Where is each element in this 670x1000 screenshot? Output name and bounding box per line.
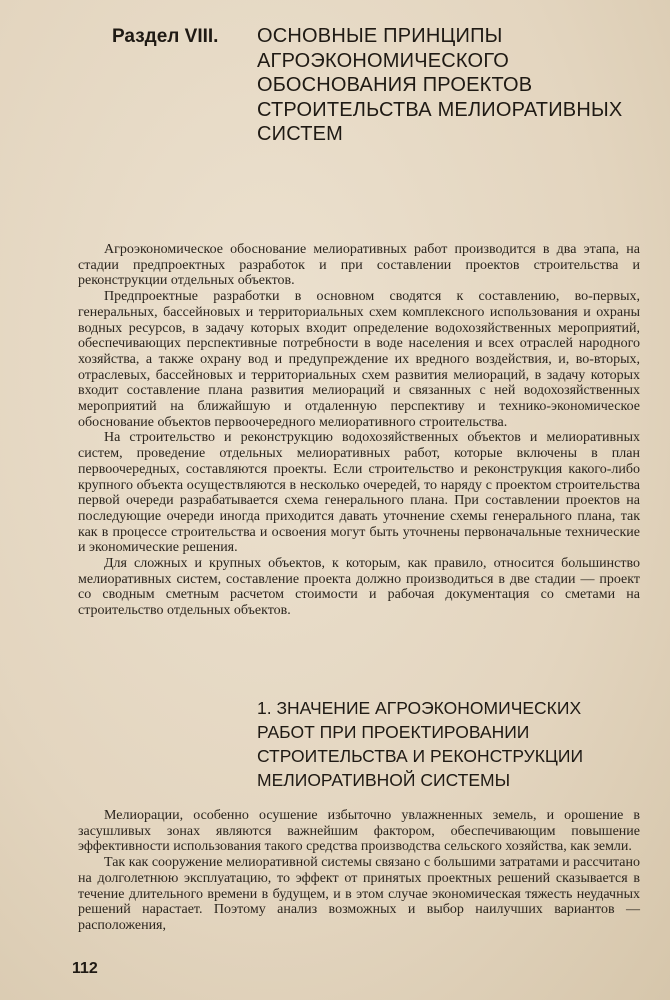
- subsection-title-line: 1. ЗНАЧЕНИЕ АГРОЭКОНОМИЧЕСКИХ: [257, 698, 582, 718]
- intro-text: [78, 242, 640, 619]
- section-title-line: ОСНОВНЫЕ ПРИНЦИПЫ: [257, 25, 503, 47]
- section-title-line: АГРОЭКОНОМИЧЕСКОГО: [257, 49, 509, 72]
- paragraph: Мелиорации, особенно осушение избыточно увлажненных земель, и орошение в засушливых зонах являются важнейшим фактором, обеспечивающим повышение эффективности использования такого средства производства сельского хозяйства, как земли.: [78, 808, 640, 855]
- section-title-line: ОБОСНОВАНИЯ ПРОЕКТОВ: [257, 74, 533, 96]
- paragraph: На строительство и реконструкцию водохозяйственных объектов и мелиоративных систем, проведение отдельных мелиоративных работ, которые включены в план первоочередных, составляются проекты. Если строительство и реконструкция какого-либо крупного объекта осуществляются в несколько очередей, то наряду с проектом строительства первой очереди разрабатывается схема генерального плана. При составлении проектов на последующие очереди иногда приходится давать уточнение схемы генерального плана, так как в процессе строительства и освоения могут быть уточнены первоначальные технические и экономические решения.: [78, 430, 640, 556]
- page-number: 112: [72, 960, 98, 977]
- section-title-line: СТРОИТЕЛЬСТВА МЕЛИОРАТИВНЫХ: [257, 98, 623, 121]
- paragraph: Предпроектные разработки в основном сводятся к составлению, во-первых, генеральных, бассейновых и территориальных схем комплексного использования и охраны водных ресурсов, в задачу которых входит определение водохозяйственных мероприятий, обеспечивающих перспективные потребности в воде населения и всех отраслей народного хозяйства, а также охрану вод и предупреждение их вредного воздействия, и, во-вторых, отраслевых, бассейновых и территориальных схем развития мелиораций, в задачу которых входит составление плана развития мелиораций и связанных с ней водохозяйственных мероприятий на ближайшую и отдаленную перспективу и технико-экономическое обоснование объектов первоочередного мелиоративного строительства.: [78, 289, 640, 430]
- paragraph: Агроэкономическое обоснование мелиоративных работ производится в два этапа, на стадии предпроектных разработок и при составлении проектов строительства и реконструкции отдельных объектов.: [78, 242, 640, 289]
- subsection-heading: [257, 696, 647, 792]
- subsection-text: [78, 808, 640, 934]
- subsection-title-line: МЕЛИОРАТИВНОЙ СИСТЕМЫ: [257, 770, 511, 790]
- subsection-title-line: СТРОИТЕЛЬСТВА И РЕКОНСТРУКЦИИ: [257, 746, 584, 766]
- subsection-title-line: РАБОТ ПРИ ПРОЕКТИРОВАНИИ: [257, 722, 530, 742]
- section-number: Раздел VIII.: [112, 26, 219, 47]
- section-title-line: СИСТЕМ: [257, 123, 344, 145]
- paragraph: Так как сооружение мелиоративной системы связано с большими затратами и рассчитано на долголетнюю эксплуатацию, то эффект от принятых проектных решений сказывается в течение длительного времени в будущем, и в этом случае экономическая тяжесть неудачных решений нарастает. Поэтому анализ возможных и выбор наилучших вариантов — расположения,: [78, 855, 640, 933]
- paragraph: Для сложных и крупных объектов, к которым, как правило, относится большинство мелиоративных систем, составление проекта должно производиться в две стадии — проект со сводным сметным расчетом стоимости и рабочая документация со сметами на строительство отдельных объектов.: [78, 556, 640, 619]
- section-title: [257, 24, 622, 147]
- section-heading: [112, 24, 657, 147]
